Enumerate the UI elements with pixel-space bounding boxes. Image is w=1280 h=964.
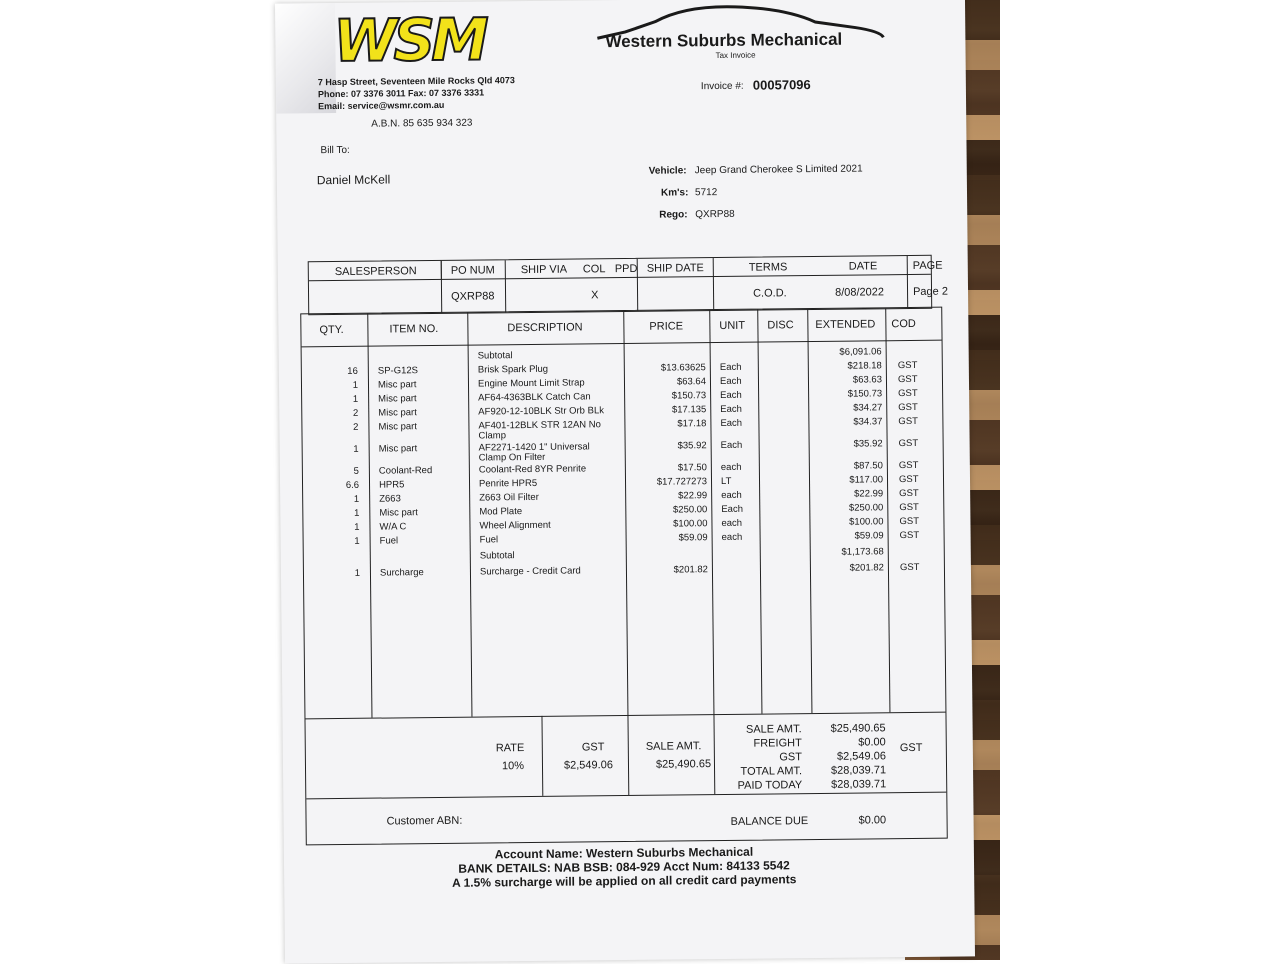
summary-value: $0.00 <box>858 736 886 749</box>
row-item-no: W/A C <box>379 521 407 533</box>
row-description: Z663 Oil Filter <box>479 491 539 504</box>
row-item-no: Misc part <box>378 407 417 419</box>
gst-value: $2,549.06 <box>563 759 613 772</box>
row-description: Fuel <box>479 534 499 546</box>
row-item-no: SP-G12S <box>377 365 419 377</box>
row-description: AF64-4363BLK Catch Can <box>478 391 591 404</box>
row-description-cont: Clamp <box>478 430 507 442</box>
row-qty: 1 <box>354 535 360 547</box>
row-unit: Each <box>720 439 743 451</box>
company-address: 7 Hasp Street, Seventeen Mile Rocks Qld 4073 <box>317 75 515 88</box>
row-unit: Each <box>721 503 744 515</box>
summary-label: PAID TODAY <box>737 779 803 792</box>
po-num-value: QXRP88 <box>451 290 495 303</box>
company-abn: A.B.N. 85 635 934 323 <box>371 117 473 130</box>
row-item-no: Misc part <box>377 379 417 391</box>
row-qty: 1 <box>352 379 359 391</box>
row-description: AF2271-1420 1" Universal <box>478 441 590 454</box>
row-description: Subtotal <box>479 550 515 562</box>
row-extended: $100.00 <box>849 516 884 528</box>
col-mark: X <box>591 289 599 302</box>
row-cod: GST <box>899 487 919 500</box>
row-item-no: HPR5 <box>378 479 405 491</box>
line-items-table <box>300 307 948 846</box>
summary-label: SALE AMT. <box>745 723 802 736</box>
row-description: Wheel Alignment <box>479 519 551 532</box>
row-qty: 2 <box>353 421 359 433</box>
company-phone: Phone: 07 3376 3011 Fax: 07 3376 3331 <box>317 87 485 100</box>
row-qty: 1 <box>353 507 360 519</box>
row-item-no: Fuel <box>379 535 399 547</box>
col-unit: UNIT <box>719 319 746 333</box>
row-qty: 1 <box>354 521 360 533</box>
row-description: Surcharge - Credit Card <box>479 565 581 578</box>
account-name: Account Name: Western Suburbs Mechanical <box>494 844 754 862</box>
company-email: Email: service@wsmr.com.au <box>318 99 445 112</box>
vehicle-value: Jeep Grand Cherokee S Limited 2021 <box>694 163 863 177</box>
customer-abn-label: Customer ABN: <box>386 814 463 828</box>
sale-amt-value: $25,490.65 <box>655 758 712 771</box>
freight-code: GST <box>899 741 923 755</box>
row-price: $150.73 <box>671 390 707 402</box>
col-description: DESCRIPTION <box>507 321 583 335</box>
col-qty: QTY. <box>319 323 344 337</box>
row-description: Brisk Spark Plug <box>477 363 549 376</box>
sale-amt-label: SALE AMT. <box>645 740 702 753</box>
row-cod: GST <box>899 529 920 542</box>
row-item-no: Z663 <box>379 493 401 505</box>
row-extended: $6,091.06 <box>839 346 882 358</box>
row-price: $59.09 <box>678 532 708 544</box>
bill-to-label: Bill To: <box>320 144 350 157</box>
col-ppd: PPD <box>614 262 638 276</box>
row-description: AF401-12BLK STR 12AN No <box>478 419 601 432</box>
row-unit: Each <box>720 403 742 415</box>
row-item-no: Misc part <box>378 393 417 405</box>
balance-due-value: $0.00 <box>858 814 887 827</box>
col-terms: TERMS <box>748 261 788 274</box>
row-cod: GST <box>898 437 919 450</box>
rego-value: QXRP88 <box>695 208 735 221</box>
company-logo: WSM <box>333 5 486 76</box>
row-unit: Each <box>720 417 743 429</box>
row-description: Engine Mount Limit Strap <box>477 377 585 390</box>
row-cod: GST <box>898 387 918 400</box>
row-price: $201.82 <box>673 564 709 576</box>
row-unit: each <box>721 531 743 543</box>
row-extended: $63.63 <box>852 374 883 386</box>
row-item-no: Surcharge <box>379 567 424 579</box>
col-extended: EXTENDED <box>815 318 876 331</box>
summary-value: $28,039.71 <box>831 778 887 791</box>
col-ship-date: SHIP DATE <box>646 262 704 275</box>
col-salesperson: SALESPERSON <box>334 265 417 279</box>
summary-label: FREIGHT <box>753 737 802 750</box>
row-price: $250.00 <box>672 504 708 516</box>
col-price: PRICE <box>649 320 684 333</box>
row-unit: each <box>720 461 742 473</box>
summary-value: $25,490.65 <box>830 722 886 735</box>
row-price <box>626 548 708 549</box>
row-extended: $250.00 <box>848 502 884 514</box>
row-unit: Each <box>719 361 742 374</box>
row-description: Mod Plate <box>479 506 523 518</box>
gst-label: GST <box>581 741 605 754</box>
row-qty: 6.6 <box>345 479 360 491</box>
kms-label: Km's: <box>660 187 689 199</box>
row-description: AF920-12-10BLK Str Orb BLk <box>478 405 605 418</box>
row-qty: 2 <box>352 407 359 419</box>
row-qty: 1 <box>353 443 359 455</box>
row-qty <box>304 552 360 553</box>
invoice-paper <box>275 0 975 964</box>
row-item-no: Misc part <box>379 507 418 519</box>
row-description: Coolant-Red 8YR Penrite <box>478 463 587 476</box>
row-extended: $87.50 <box>853 460 883 472</box>
row-unit: each <box>721 489 742 501</box>
kms-value: 5712 <box>694 187 718 199</box>
company-name: Western Suburbs Mechanical <box>605 29 843 52</box>
row-qty: 1 <box>354 567 361 579</box>
row-cod: GST <box>898 459 919 472</box>
row-extended: $150.73 <box>847 388 883 400</box>
row-qty: 1 <box>352 393 359 405</box>
row-extended: $117.00 <box>849 474 884 486</box>
col-date: DATE <box>848 260 878 273</box>
row-extended: $35.92 <box>853 438 883 450</box>
row-item-no: Coolant-Red <box>378 465 433 477</box>
col-page: PAGE <box>912 259 943 272</box>
row-cod: GST <box>899 501 919 514</box>
surcharge-note: A 1.5% surcharge will be applied on all credit card payments <box>451 872 797 890</box>
invoice-label: Invoice #: <box>700 80 744 93</box>
row-qty: 5 <box>353 465 359 477</box>
col-disc: DISC <box>767 319 794 332</box>
row-extended: $34.37 <box>853 416 883 428</box>
row-cod: GST <box>898 473 919 486</box>
row-extended: $22.99 <box>854 488 884 500</box>
doc-type: Tax Invoice <box>715 50 756 61</box>
bill-to-name: Daniel McKell <box>316 172 391 188</box>
date-value: 8/08/2022 <box>834 286 885 299</box>
col-cod: COD <box>891 317 916 331</box>
row-cod: GST <box>899 561 920 574</box>
summary-label: GST <box>779 751 802 764</box>
invoice-number: 00057096 <box>752 77 811 93</box>
col-ship-via: SHIP VIA <box>520 263 568 277</box>
summary-value: $2,549.06 <box>836 750 886 763</box>
rego-label: Rego: <box>659 209 688 221</box>
summary-value: $28,039.71 <box>830 764 887 777</box>
row-cod: GST <box>898 415 918 428</box>
row-price: $63.64 <box>676 376 707 388</box>
row-extended: $218.18 <box>847 360 882 372</box>
row-unit: LT <box>720 475 732 487</box>
row-qty <box>302 352 358 353</box>
row-price: $100.00 <box>673 518 708 530</box>
row-cod: GST <box>897 359 918 372</box>
row-description: Penrite HPR5 <box>478 477 538 490</box>
row-price: $17.50 <box>677 462 707 474</box>
row-cod: GST <box>898 401 918 414</box>
row-price: $17.135 <box>671 404 707 416</box>
row-extended: $59.09 <box>854 530 884 542</box>
row-description-cont: Clamp On Filter <box>478 451 546 464</box>
row-qty: 16 <box>347 365 358 377</box>
page-value: Page 2 <box>912 285 948 298</box>
row-price: $13.63625 <box>660 362 706 374</box>
row-cod: GST <box>897 373 918 386</box>
row-extended: $34.27 <box>853 402 883 414</box>
rate-value: 10% <box>501 760 525 773</box>
col-col: COL <box>582 263 606 276</box>
row-price: $17.727273 <box>656 476 708 488</box>
row-unit: each <box>721 517 743 529</box>
col-po-num: PO NUM <box>450 264 495 277</box>
summary-label: TOTAL AMT. <box>740 765 803 778</box>
row-cod: GST <box>899 515 920 528</box>
bank-details: BANK DETAILS: NAB BSB: 084-929 Acct Num: 84133 5542 <box>458 858 790 876</box>
terms-value: C.O.D. <box>752 287 787 300</box>
row-description: Subtotal <box>477 350 513 362</box>
rate-label: RATE <box>495 742 525 755</box>
row-price <box>624 348 706 349</box>
col-item-no: ITEM NO. <box>389 322 439 336</box>
row-item-no: Misc part <box>378 443 418 455</box>
row-price: $17.18 <box>677 418 707 430</box>
row-price: $35.92 <box>677 440 707 452</box>
row-unit: Each <box>719 375 742 387</box>
row-unit: Each <box>720 389 742 401</box>
row-item-no: Misc part <box>378 421 418 433</box>
order-info-table <box>308 255 948 316</box>
row-extended: $1,173.68 <box>841 546 884 558</box>
row-qty: 1 <box>353 493 360 505</box>
balance-due-label: BALANCE DUE <box>730 815 809 828</box>
row-price: $22.99 <box>678 490 708 502</box>
row-extended: $201.82 <box>849 562 884 574</box>
vehicle-label: Vehicle: <box>648 165 687 177</box>
